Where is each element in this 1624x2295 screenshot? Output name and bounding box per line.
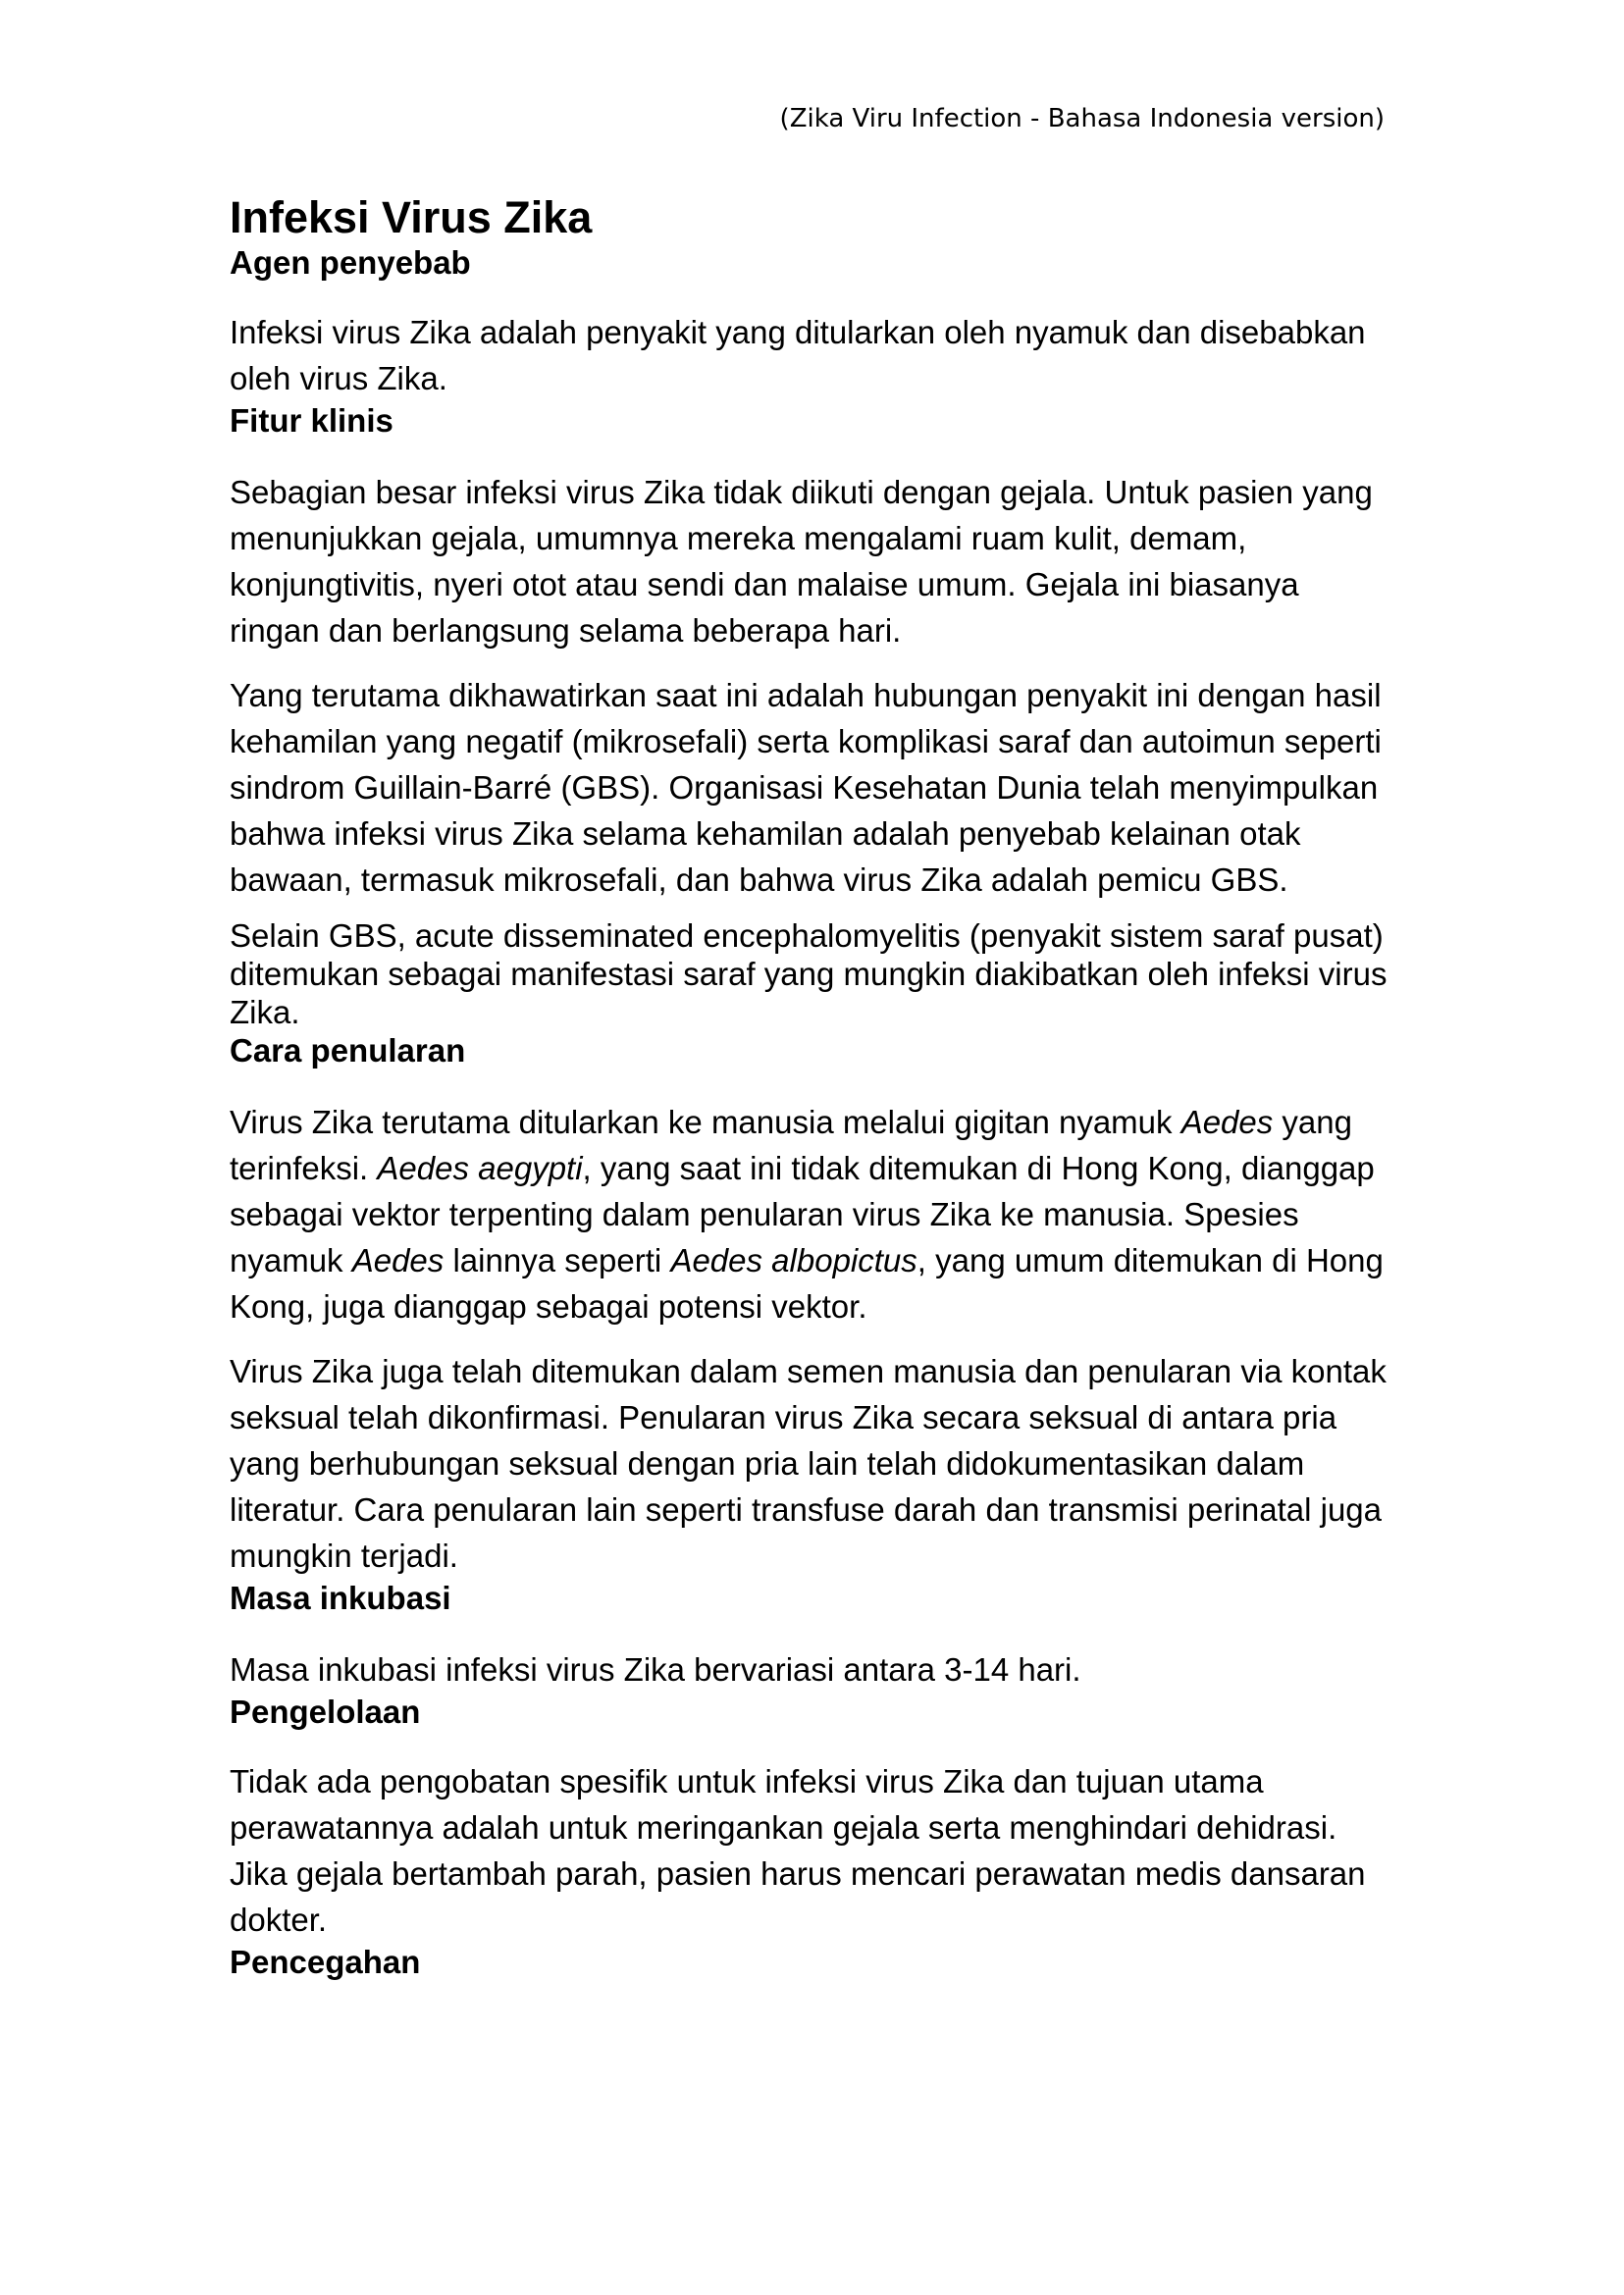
italic-term: Aedes: [1180, 1104, 1274, 1140]
italic-term: Aedes aegypti: [377, 1150, 583, 1186]
heading-masa-inkubasi: Masa inkubasi: [230, 1580, 451, 1616]
paragraph-fitur-3: Selain GBS, acute disseminated encephalomyelitis (penyakit sistem saraf pusat) ditemukan sebagai manifestasi saraf yang mungkin diakibatkan oleh infeksi virus Zika.: [230, 917, 1388, 1030]
paragraph-cara-1: [230, 1099, 1397, 1330]
italic-term: Aedes albopictus: [670, 1242, 917, 1278]
header-note: (Zika Viru Infection - Bahasa Indonesia version): [779, 104, 1385, 133]
paragraph-fitur-1: Sebagian besar infeksi virus Zika tidak diikuti dengan gejala. Untuk pasien yang menunjukkan gejala, umumnya mereka mengalami ruam kulit, demam, konjungtivitis, nyeri otot atau sendi dan malaise umum. Gejala ini biasanya ringan dan berlangsung selama beberapa hari.: [230, 474, 1373, 649]
heading-pengelolaan: Pengelolaan: [230, 1694, 421, 1730]
heading-fitur-klinis: Fitur klinis: [230, 402, 393, 439]
heading-pencegahan: Pencegahan: [230, 1944, 421, 1980]
heading-agen-penyebab: Agen penyebab: [230, 244, 471, 281]
text-run: lainnya seperti: [444, 1242, 671, 1278]
document-body: [230, 192, 1397, 1982]
paragraph-masa: Masa inkubasi infeksi virus Zika bervariasi antara 3-14 hari.: [230, 1651, 1081, 1688]
paragraph-fitur-2: Yang terutama dikhawatirkan saat ini adalah hubungan penyakit ini dengan hasil kehamilan yang negatif (mikrosefali) serta komplikasi saraf dan autoimun seperti sindrom Guillain-Barré (GBS). Organisasi Kesehatan Dunia telah menyimpulkan bahwa infeksi virus Zika selama kehamilan adalah penyebab kelainan otak bawaan, termasuk mikrosefali, dan bahwa virus Zika adalah pemicu GBS.: [230, 677, 1382, 898]
text-run: Virus Zika terutama ditularkan ke manusia melalui gigitan nyamuk: [230, 1104, 1181, 1140]
paragraph-agen: Infeksi virus Zika adalah penyakit yang ditularkan oleh nyamuk dan disebabkan oleh virus Zika.: [230, 314, 1366, 396]
text-run: , yang saat ini tidak ditemukan di Hong Kong, dianggap sebagai vektor terpenting dalam penularan virus Zika ke manusia. Spesies nyamuk: [230, 1150, 1375, 1278]
text-run: , yang umum ditemukan di Hong Kong, juga dianggap sebagai potensi vektor.: [230, 1242, 1384, 1325]
page-title: Infeksi Virus Zika: [230, 192, 593, 242]
text-run: yang terinfeksi.: [230, 1104, 1352, 1186]
heading-cara-penularan: Cara penularan: [230, 1032, 466, 1069]
paragraph-pengelolaan: Tidak ada pengobatan spesifik untuk infeksi virus Zika dan tujuan utama perawatannya adalah untuk meringankan gejala serta menghindari dehidrasi. Jika gejala bertambah parah, pasien harus mencari perawatan medis dansaran dokter.: [230, 1763, 1366, 1938]
italic-term: Aedes: [351, 1242, 445, 1278]
paragraph-cara-2: Virus Zika juga telah ditemukan dalam semen manusia dan penularan via kontak seksual telah dikonfirmasi. Penularan virus Zika secara seksual di antara pria yang berhubungan seksual dengan pria lain telah didokumentasikan dalam literatur. Cara penularan lain seperti transfuse darah dan transmisi perinatal juga mungkin terjadi.: [230, 1353, 1387, 1574]
